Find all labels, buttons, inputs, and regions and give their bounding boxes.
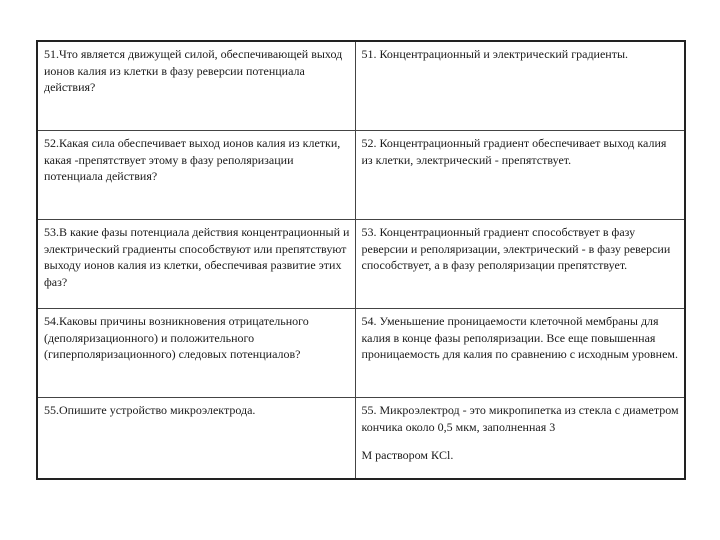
question-cell: 51.Что является движущей силой, обеспечивающей выход ионов калия из клетки в фазу реверсии потенциала действия?: [37, 41, 355, 131]
qa-table: [36, 40, 686, 480]
answer-text-continued: М раствором КCl.: [361, 448, 454, 462]
table-row: [37, 309, 685, 398]
question-cell: 54.Каковы причины возникновения отрицательного (деполяризационного) и положительного (гиперполяризационного) следовых потенциалов?: [37, 309, 355, 398]
answer-cell: 51. Концентрационный и электрический градиенты.: [355, 41, 685, 131]
answer-cell: 53. Концентрационный градиент способствует в фазу реверсии и реполяризации, электрический - в фазу реверсии способствует, а в фазу реполяризации препятствует.: [355, 220, 685, 309]
table-row: [37, 131, 685, 220]
table-row: [37, 220, 685, 309]
table-row: [37, 398, 685, 480]
answer-cell: 54. Уменьшение проницаемости клеточной мембраны для калия в конце фазы реполяризации. Все еще повышенная проницаемость для калия по сравнению с исходным уровнем.: [355, 309, 685, 398]
answer-text: 55. Микроэлектрод - это микропипетка из стекла с диаметром кончика около 0,5 мкм, заполненная 3: [361, 403, 679, 434]
question-cell: 53.В какие фазы потенциала действия концентрационный и электрический градиенты способствуют или препятствуют выходу ионов калия из клетки, обеспечивая развитие этих фаз?: [37, 220, 355, 309]
question-cell: 52.Какая сила обеспечивает выход ионов калия из клетки, какая -препятствует этому в фазу реполяризации потенциала действия?: [37, 131, 355, 220]
question-cell: 55.Опишите устройство микроэлектрода.: [37, 398, 355, 480]
answer-cell: 52. Концентрационный градиент обеспечивает выход калия из клетки, электрический - препятствует.: [355, 131, 685, 220]
table-row: [37, 41, 685, 131]
answer-cell: [355, 398, 685, 480]
